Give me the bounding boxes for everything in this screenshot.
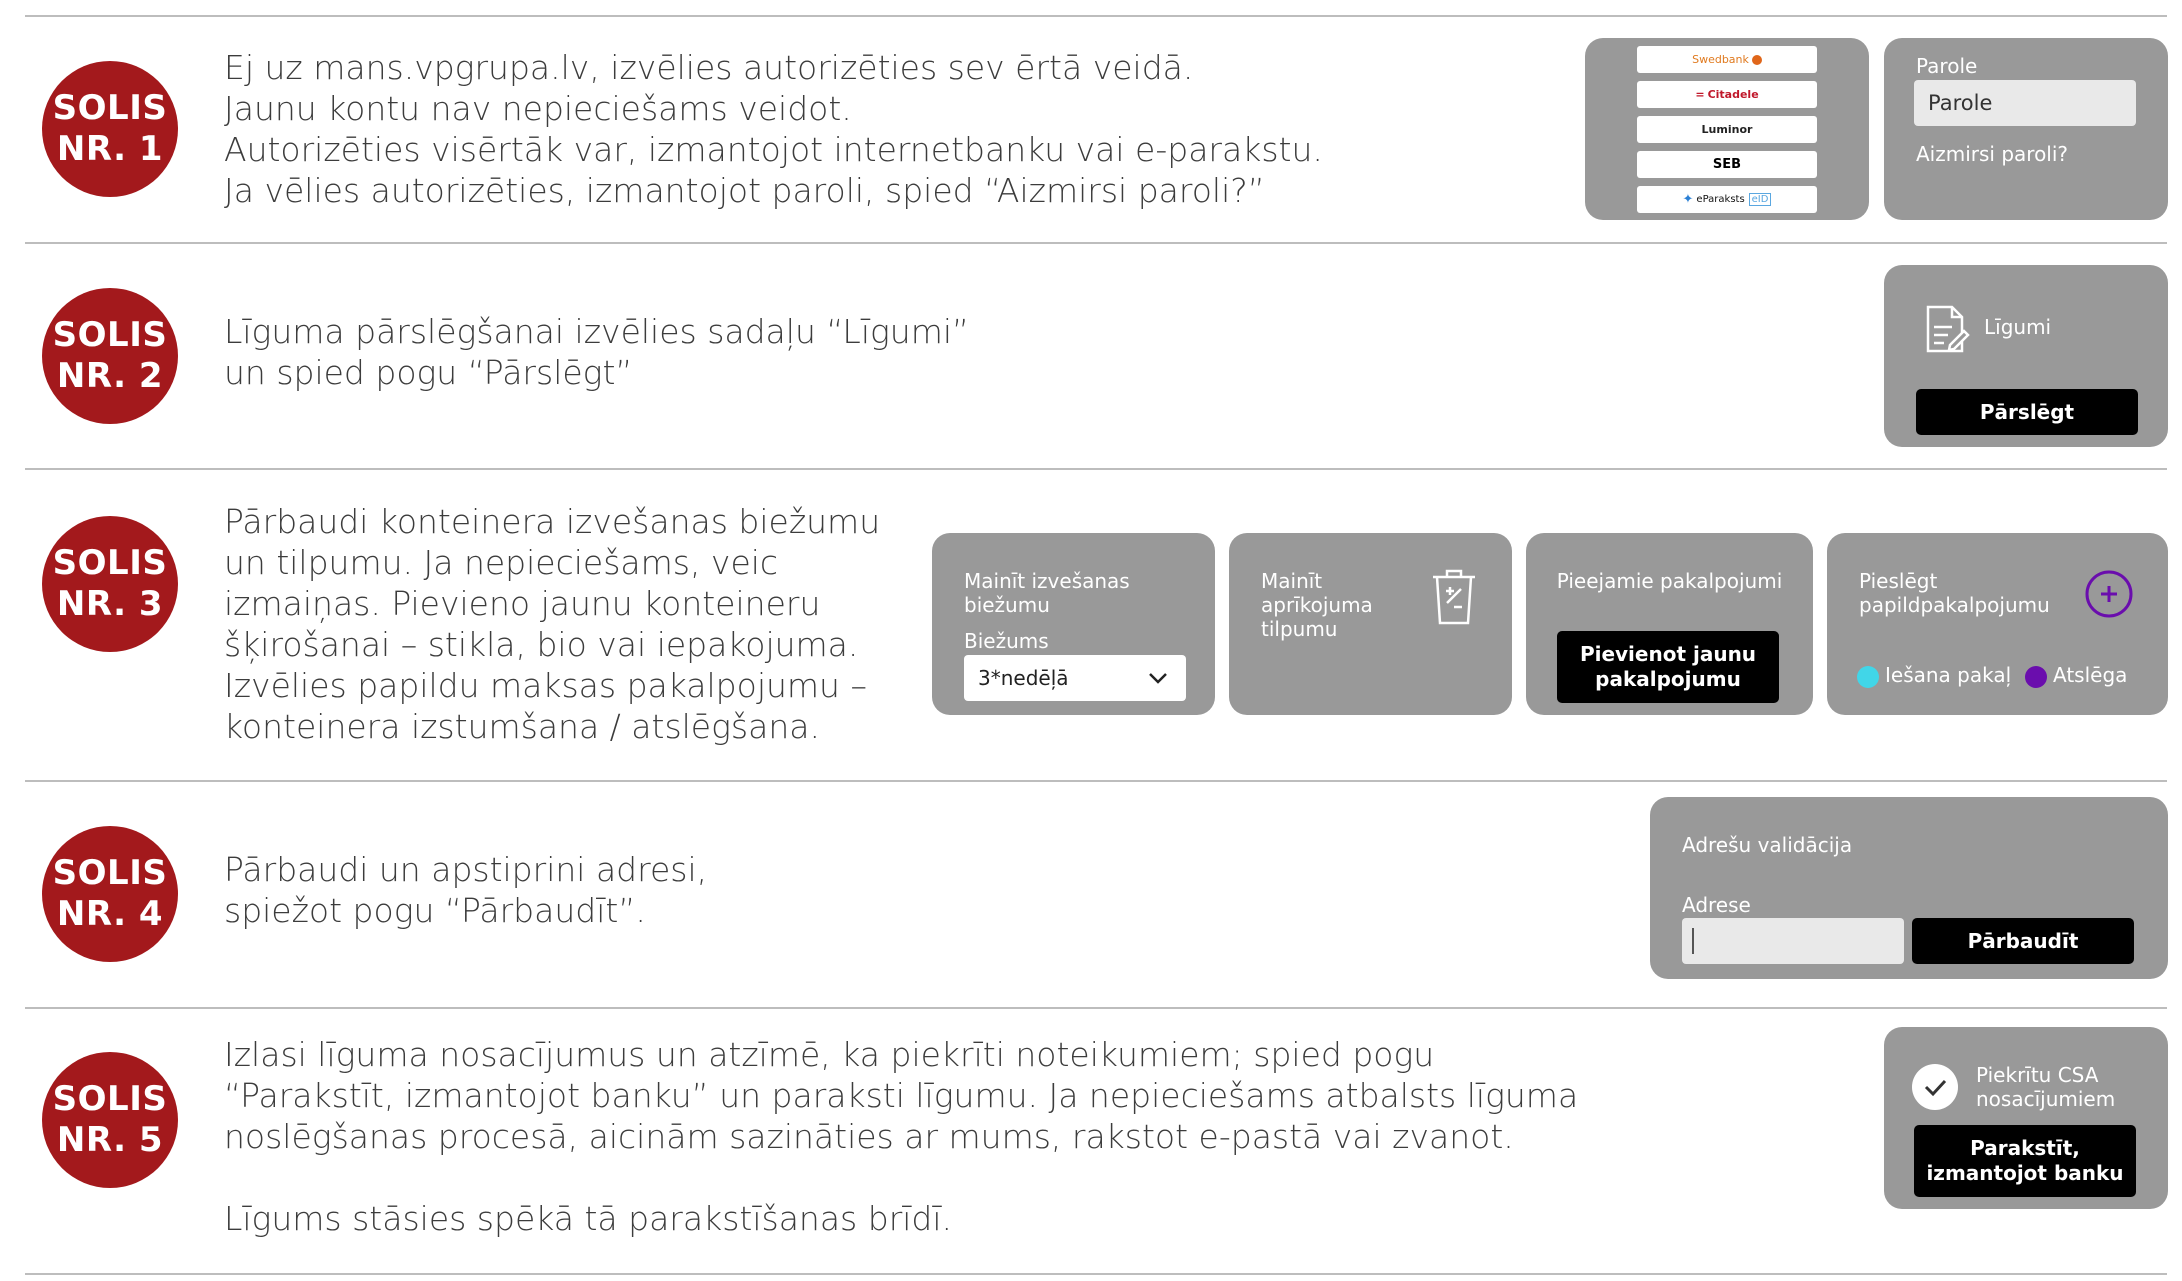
services-card (1526, 533, 1813, 715)
agree-label: Piekrītu CSA nosacījumiem (1976, 1063, 2116, 1111)
addon-option-pickup[interactable] (1857, 663, 2011, 688)
badge-number: NR. 5 (56, 1120, 164, 1160)
frequency-value: 3*nedēļā (978, 666, 1069, 690)
purple-dot-icon (2025, 666, 2047, 688)
contracts-label[interactable]: Līgumi (1984, 315, 2052, 339)
sign-card (1884, 1027, 2168, 1209)
verify-button[interactable]: Pārbaudīt (1912, 918, 2134, 964)
divider (25, 242, 2167, 244)
text-line: Ej uz mans.vpgrupa.lv, izvēlies autorizēties sev ērtā veidā. (224, 48, 1194, 87)
add-service-button[interactable]: Pievienot jaunu pakalpojumu (1557, 631, 1779, 703)
address-field-label: Adrese (1682, 893, 1751, 917)
text-line: “Parakstīt, izmantojot banku” un paraksti līgumu. Ja nepieciešams atbalsts līguma (224, 1076, 1579, 1115)
step-badge-1 (42, 61, 178, 197)
step-text-5 (224, 1034, 1578, 1239)
text-line: Ja vēlies autorizēties, izmantojot paroli, spied “Aizmirsi paroli?” (224, 171, 1265, 210)
badge-label: SOLIS (52, 543, 168, 583)
badge-label: SOLIS (52, 853, 168, 893)
addon-title: Pieslēgt papildpakalpojumu (1859, 569, 2050, 617)
frequency-title: Mainīt izvešanas biežumu (964, 569, 1130, 617)
option-label: Iešana pakaļ (1885, 663, 2012, 687)
luminor-button[interactable] (1637, 116, 1817, 143)
bank-label: Swedbank (1692, 53, 1749, 66)
badge-label: SOLIS (52, 315, 168, 355)
text-line: spiežot pogu “Pārbaudīt”. (224, 891, 646, 930)
bank-label: Citadele (1707, 88, 1759, 101)
plus-circle-icon[interactable] (2084, 569, 2134, 619)
step-badge-5 (42, 1052, 178, 1188)
badge-label: SOLIS (52, 1079, 168, 1119)
divider (25, 1007, 2167, 1009)
address-validation-card (1650, 797, 2168, 979)
swedbank-logo-icon (1752, 55, 1762, 65)
text-line: Līguma pārslēgšanai izvēlies sadaļu “Līgumi” (224, 312, 970, 351)
text-line: Izlasi līguma nosacījumus un atzīmē, ka piekrīti noteikumiem; spied pogu (224, 1035, 1435, 1074)
text-line: noslēgšanas procesā, aicinām sazināties ar mums, rakstot e-pastā vai zvanot. (224, 1117, 1514, 1156)
divider (25, 780, 2167, 782)
frequency-select[interactable] (964, 655, 1186, 701)
text-line: un spied pogu “Pārslēgt” (224, 353, 633, 392)
frequency-card (932, 533, 1215, 715)
text-line: un tilpumu. Ja nepieciešams, veic (224, 543, 779, 582)
step-text-3 (224, 501, 880, 747)
step-badge-3 (42, 516, 178, 652)
bank-login-card (1585, 38, 1869, 220)
volume-card (1229, 533, 1512, 715)
password-label: Parole (1916, 54, 1978, 78)
address-input[interactable] (1682, 918, 1904, 964)
seb-button[interactable] (1637, 151, 1817, 178)
step-text-2 (224, 311, 969, 393)
step-badge-4 (42, 826, 178, 962)
contracts-card (1884, 265, 2168, 447)
document-edit-icon[interactable] (1922, 303, 1970, 355)
text-line: izmaiņas. Pievieno jaunu konteineru (224, 584, 821, 623)
divider (25, 15, 2167, 17)
step-badge-2 (42, 288, 178, 424)
text-line: Jaunu kontu nav nepieciešams veidot. (224, 89, 852, 128)
citadele-logo-icon: = (1695, 88, 1705, 101)
addon-option-key[interactable] (2025, 663, 2127, 688)
badge-number: NR. 3 (56, 584, 164, 624)
forgot-password-link[interactable]: Aizmirsi paroli? (1916, 142, 2069, 166)
cyan-dot-icon (1857, 666, 1879, 688)
divider (25, 1273, 2167, 1275)
text-line: Līgums stāsies spēkā tā parakstīšanas brīdī. (224, 1199, 953, 1238)
bank-label: Luminor (1701, 123, 1753, 136)
password-card (1884, 38, 2168, 220)
badge-number: NR. 4 (56, 894, 164, 934)
badge-number: NR. 2 (56, 356, 164, 396)
volume-title: Mainīt aprīkojuma tilpumu (1261, 569, 1373, 641)
eparaksts-logo-icon: ✦ (1682, 192, 1694, 207)
bank-label: eParaksts (1696, 194, 1745, 205)
text-line: Autorizēties visērtāk var, izmantojot internetbanku vai e-parakstu. (224, 130, 1323, 169)
text-line: šķirošanai – stikla, bio vai iepakojuma. (224, 625, 859, 664)
services-title: Pieejamie pakalpojumi (1556, 569, 1783, 593)
addon-card (1827, 533, 2168, 715)
citadele-button[interactable] (1637, 81, 1817, 108)
eparaksts-button[interactable] (1637, 186, 1817, 213)
sign-with-bank-button[interactable]: Parakstīt, izmantojot banku (1914, 1125, 2136, 1197)
text-cursor (1692, 928, 1694, 954)
text-line (224, 1157, 1578, 1198)
switch-button[interactable]: Pārslēgt (1916, 389, 2138, 435)
badge-label: SOLIS (52, 88, 168, 128)
text-line: Pārbaudi konteinera izvešanas biežumu (224, 502, 881, 541)
swedbank-button[interactable] (1637, 46, 1817, 73)
trash-bin-icon[interactable] (1429, 567, 1479, 627)
eid-label: eID (1749, 193, 1772, 206)
frequency-field-label: Biežums (964, 629, 1049, 653)
password-input[interactable]: Parole (1914, 80, 2136, 126)
address-card-title: Adrešu validācija (1682, 833, 1853, 857)
step-text-4 (224, 849, 707, 931)
step-text-1 (224, 47, 1323, 211)
chevron-down-icon (1148, 672, 1168, 684)
bank-label: SEB (1712, 157, 1742, 172)
divider (25, 468, 2167, 470)
agree-checkbox[interactable] (1912, 1064, 1958, 1110)
text-line: konteinera izstumšana / atslēgšana. (224, 707, 820, 746)
checkmark-icon (1912, 1064, 1958, 1110)
option-label: Atslēga (2053, 663, 2128, 687)
badge-number: NR. 1 (56, 129, 164, 169)
text-line: Izvēlies papildu maksas pakalpojumu – (224, 666, 867, 705)
text-line: Pārbaudi un apstiprini adresi, (224, 850, 708, 889)
